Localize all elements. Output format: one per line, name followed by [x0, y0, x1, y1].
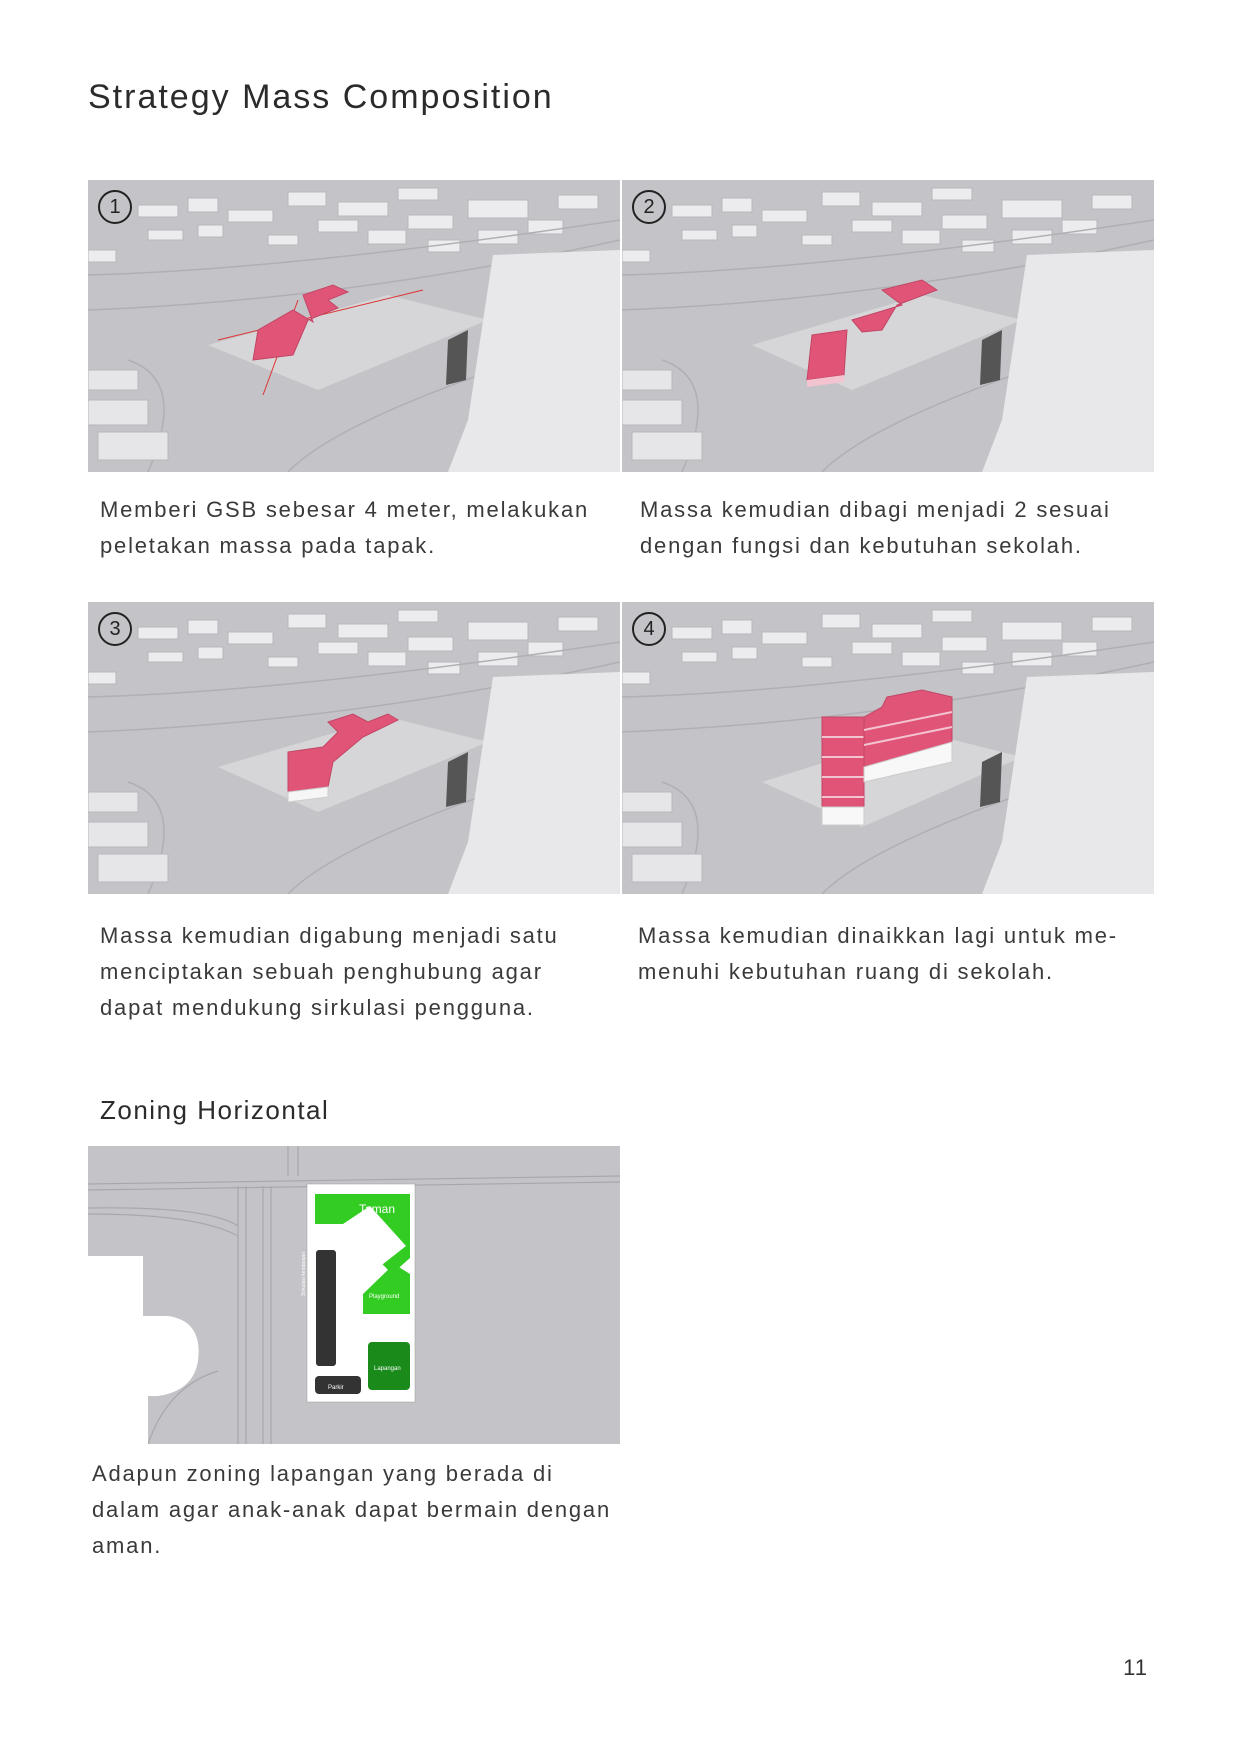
step-number-badge: 3: [98, 612, 132, 646]
step-number-badge: 2: [632, 190, 666, 224]
site-model-render: [88, 180, 620, 472]
step-2-caption: [640, 492, 1111, 564]
building-block: [316, 1250, 336, 1366]
zoning-plan-drawing: [88, 1146, 620, 1444]
playground-label: Playground: [369, 1294, 400, 1300]
caption-line: menuhi kebutuhan ruang di sekolah.: [638, 959, 1054, 984]
site-model-render: [88, 602, 620, 894]
step-3-image: [88, 602, 620, 894]
sirkulasi-label: Sirkulasi kendaraan: [301, 1252, 307, 1296]
caption-line: dapat mendukung sirkulasi pengguna.: [100, 995, 535, 1020]
caption-line: Adapun zoning lapangan yang berada di: [92, 1461, 554, 1486]
site-model-render: [622, 602, 1154, 894]
taman-label: Taman: [359, 1202, 396, 1216]
caption-line: Massa kemudian dibagi menjadi 2 sesuai: [640, 497, 1111, 522]
step-1-image: [88, 180, 620, 472]
caption-line: Memberi GSB sebesar 4 meter, melakukan: [100, 497, 590, 522]
caption-line: aman.: [92, 1533, 163, 1558]
zoning-plan: [88, 1146, 620, 1444]
step-2-image: [622, 180, 1154, 472]
step-number-badge: 4: [632, 612, 666, 646]
caption-line: peletakan massa pada tapak.: [100, 533, 437, 558]
page-number: 11: [1123, 1655, 1148, 1680]
page-title: Strategy Mass Composition: [88, 78, 554, 116]
parkir-label: Parkir: [328, 1385, 344, 1391]
step-4-caption: [638, 918, 1118, 990]
caption-line: menciptakan sebuah penghubung agar: [100, 959, 543, 984]
step-number-badge: 1: [98, 190, 132, 224]
caption-line: Massa kemudian digabung menjadi satu: [100, 923, 559, 948]
site-model-render: [622, 180, 1154, 472]
lapangan-label: Lapangan: [374, 1366, 401, 1372]
step-3-caption: [100, 918, 559, 1026]
step-1-caption: [100, 492, 589, 564]
caption-line: Massa kemudian dinaikkan lagi untuk me-: [638, 923, 1118, 948]
step-4-image: [622, 602, 1154, 894]
caption-line: dalam agar anak-anak dapat bermain dengan: [92, 1497, 611, 1522]
caption-line: dengan fungsi dan kebutuhan sekolah.: [640, 533, 1083, 558]
zoning-caption: [92, 1456, 611, 1564]
zoning-title: Zoning Horizontal: [100, 1095, 330, 1125]
